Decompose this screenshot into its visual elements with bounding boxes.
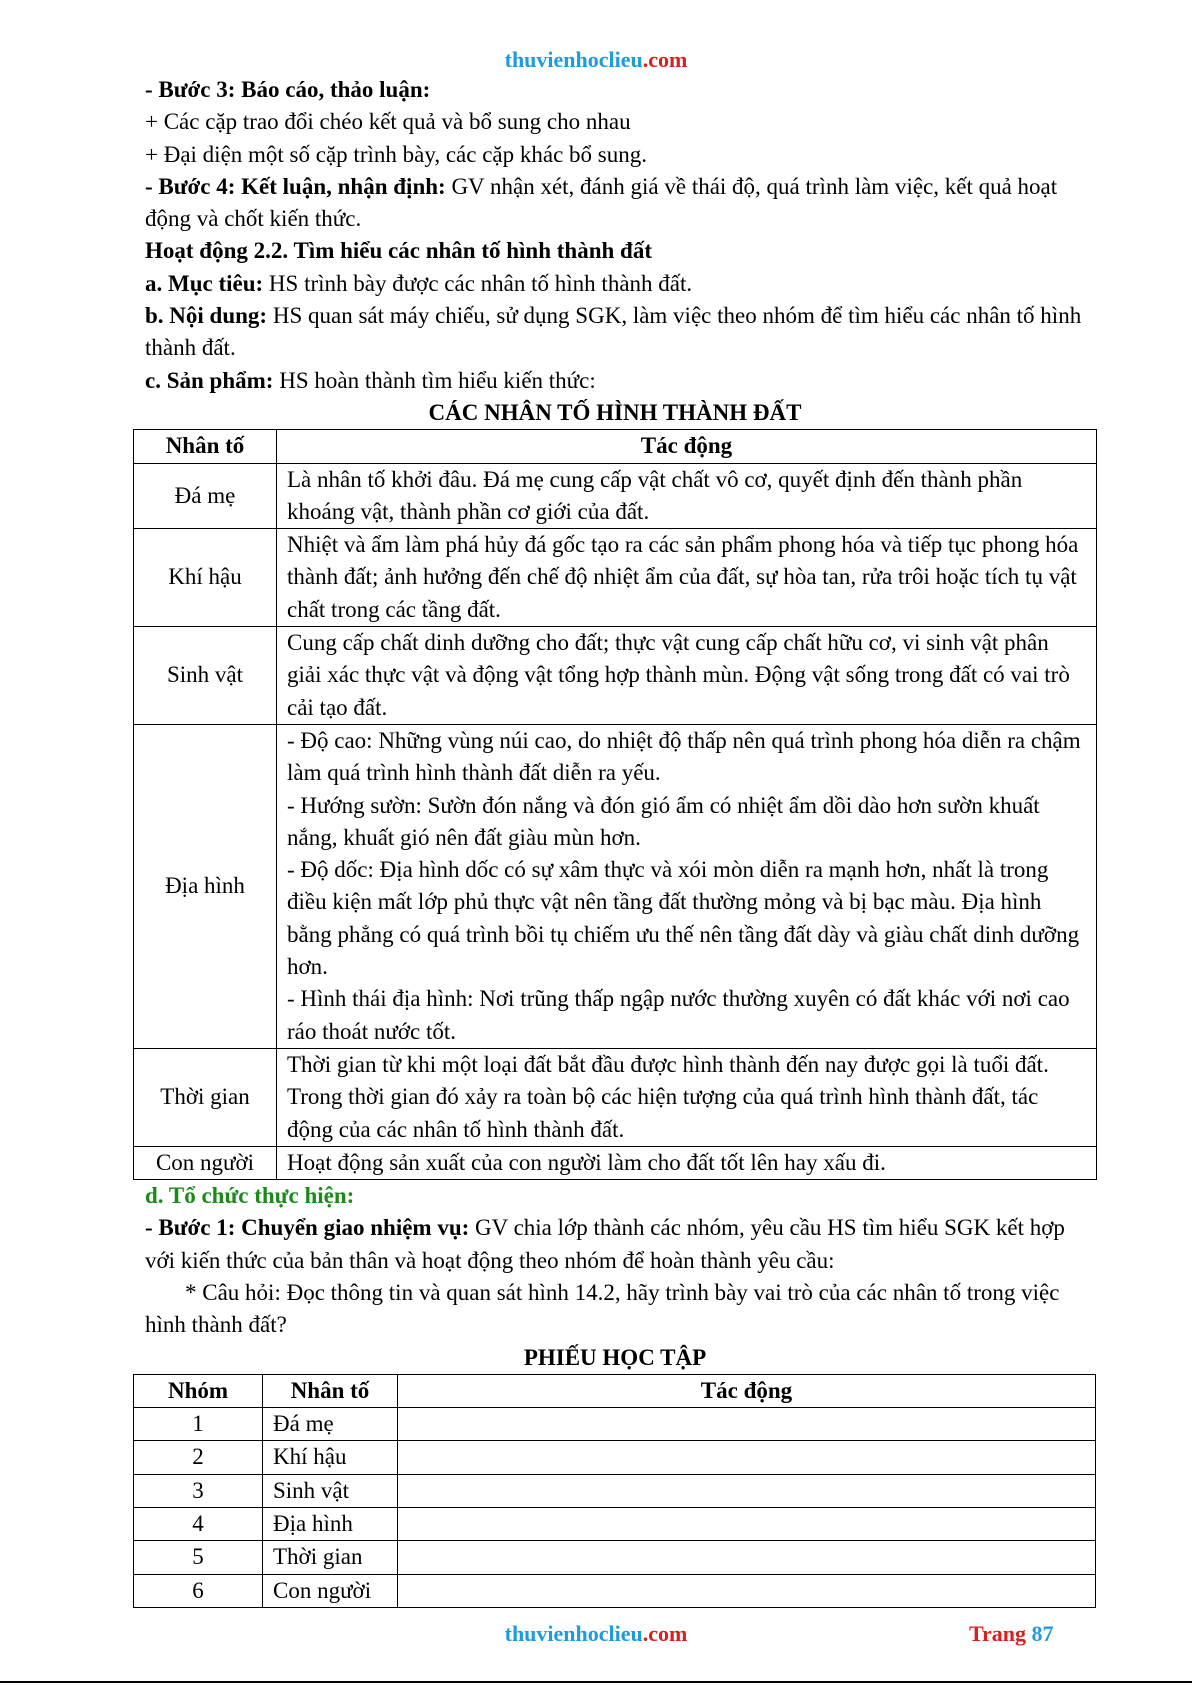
page-number: Trang 87 [969,1621,1054,1646]
effect-cell [277,1048,1097,1146]
factor-cell: Thời gian [134,1048,277,1146]
table-row [134,627,1097,725]
table-row [134,463,1097,529]
table-row [134,1508,1096,1541]
header-effect: Tác động [398,1374,1096,1407]
factor-cell: Đá mẹ [134,463,277,529]
table-row [134,1146,1097,1179]
effect-cell [277,627,1097,725]
table-row [134,724,1097,1048]
factor-cell: Thời gian [263,1541,398,1574]
effect-cell[interactable] [398,1574,1096,1607]
table2-title: PHIẾU HỌC TẬP [523,1344,707,1370]
step4-paragraph: - Bước 4: Kết luận, nhận định: GV nhận xét, đánh giá về thái độ, quá trình làm việc, kết quả hoạt động và chốt kiến thức. [145,173,1058,232]
factor-cell: Sinh vật [263,1474,398,1507]
organization-heading: d. Tổ chức thực hiện: [145,1183,355,1209]
effect-line: Thời gian từ khi một loại đất bắt đầu được hình thành đến nay được gọi là tuổi đất. Trong thời gian đó xảy ra toàn bộ các hiện tượng của quá trình hình thành đất, tác động của các nhân tố hình thành đất. [287,1051,1049,1142]
soil-factors-table [133,429,1097,1180]
table-row [134,1048,1097,1146]
factor-cell: Con người [134,1146,277,1179]
bottom-rule [0,1681,1192,1683]
effect-line: Là nhân tố khởi đâu. Đá mẹ cung cấp vật chất vô cơ, quyết định đến thành phần khoáng vật, thành phần cơ giới của đất. [287,466,1023,524]
effect-cell [277,463,1097,529]
effect-line: Nhiệt và ẩm làm phá hủy đá gốc tạo ra các sản phẩm phong hóa và tiếp tục phong hóa thành đất; ảnh hưởng đến chế độ nhiệt ẩm của đất, sự hòa tan, rửa trôi hoặc tích tụ vật chất trong các tầng đất. [287,532,1079,622]
factor-cell: Con người [263,1574,398,1607]
group-cell: 3 [134,1474,263,1507]
step1-paragraph: - Bước 1: Chuyển giao nhiệm vụ: GV chia lớp thành các nhóm, yêu cầu HS tìm hiểu SGK kết hợp với kiến thức của bản thân và hoạt động theo nhóm để hoàn thành yêu cầu: [145,1215,1065,1273]
product-paragraph: c. Sản phẩm: HS hoàn thành tìm hiểu kiến thức: [145,367,596,393]
table-row [134,1441,1096,1474]
header-factor: Nhân tố [263,1374,398,1407]
header-effect: Tác động [277,430,1097,463]
table-row [134,1574,1096,1607]
step3-line-1: + Các cặp trao đổi chéo kết quả và bổ sung cho nhau [145,109,631,135]
group-cell: 4 [134,1508,263,1541]
footer-brand: thuvienhoclieu.com [504,1621,688,1646]
group-cell: 5 [134,1541,263,1574]
header-group: Nhóm [134,1374,263,1407]
effect-line: - Độ dốc: Địa hình dốc có sự xâm thực và xói mòn diễn ra mạnh hơn, nhất là trong điều kiện mất lớp phủ thực vật nên tầng đất thường mỏng và bị bạc màu. Địa hình bằng phẳng có quá trình bồi tụ chiếm ưu thế nên tầng đất dày và giàu chất dinh dưỡng hơn. [287,857,1080,980]
factor-cell: Khí hậu [263,1441,398,1474]
effect-line: - Hình thái địa hình: Nơi trũng thấp ngập nước thường xuyên có đất khác với nơi cao ráo thoát nước tốt. [287,986,1070,1044]
step3-line-2: + Đại diện một số cặp trình bày, các cặp khác bổ sung. [145,141,647,167]
factor-cell: Địa hình [134,724,277,1048]
activity-title: Hoạt động 2.2. Tìm hiểu các nhân tố hình thành đất [145,238,652,264]
effect-line: Cung cấp chất dinh dưỡng cho đất; thực vật cung cấp chất hữu cơ, vi sinh vật phân giải xác thực vật và động vật tổng hợp thành mùn. Động vật sống trong đất có vai trò cải tạo đất. [287,630,1070,720]
table-header-row [134,430,1097,463]
main-content [145,74,1085,1608]
effect-cell[interactable] [398,1441,1096,1474]
effect-cell [277,529,1097,627]
factor-cell: Đá mẹ [263,1408,398,1441]
question-paragraph: * Câu hỏi: Đọc thông tin và quan sát hình 14.2, hãy trình bày vai trò của các nhân tố trong việc hình thành đất? [145,1279,1060,1338]
content-paragraph: b. Nội dung: HS quan sát máy chiếu, sử dụng SGK, làm việc theo nhóm để tìm hiểu các nhân tố hình thành đất. [145,303,1082,361]
group-cell: 6 [134,1574,263,1607]
effect-cell[interactable] [398,1508,1096,1541]
worksheet-table [133,1374,1096,1608]
effect-cell[interactable] [398,1408,1096,1441]
table-row [134,1474,1096,1507]
effect-line: - Độ cao: Những vùng núi cao, do nhiệt độ thấp nên quá trình phong hóa diễn ra chậm làm quá trình hình thành đất diễn ra yếu. [287,727,1081,786]
goal-paragraph: a. Mục tiêu: HS trình bày được các nhân tố hình thành đất. [145,270,693,296]
header-brand: thuvienhoclieu.com [504,47,688,72]
group-cell: 1 [134,1408,263,1441]
table-row [134,529,1097,627]
group-cell: 2 [134,1441,263,1474]
effect-line: Hoạt động sản xuất của con người làm cho đất tốt lên hay xấu đi. [287,1149,886,1175]
effect-cell[interactable] [398,1541,1096,1574]
effect-cell[interactable] [398,1474,1096,1507]
effect-cell [277,1146,1097,1179]
factor-cell: Khí hậu [134,529,277,627]
table-row [134,1541,1096,1574]
factor-cell: Địa hình [263,1508,398,1541]
step3-heading: - Bước 3: Báo cáo, thảo luận: [145,77,431,102]
header-factor: Nhân tố [134,430,277,463]
table-row [134,1408,1096,1441]
factor-cell: Sinh vật [134,627,277,725]
effect-cell [277,724,1097,1048]
table-header-row [134,1374,1096,1407]
table1-title: CÁC NHÂN TỐ HÌNH THÀNH ĐẤT [428,399,802,425]
effect-line: - Hướng sườn: Sườn đón nắng và đón gió ẩm có nhiệt ẩm dồi dào hơn sườn khuất nắng, khuất gió nên đất giàu mùn hơn. [287,792,1040,850]
